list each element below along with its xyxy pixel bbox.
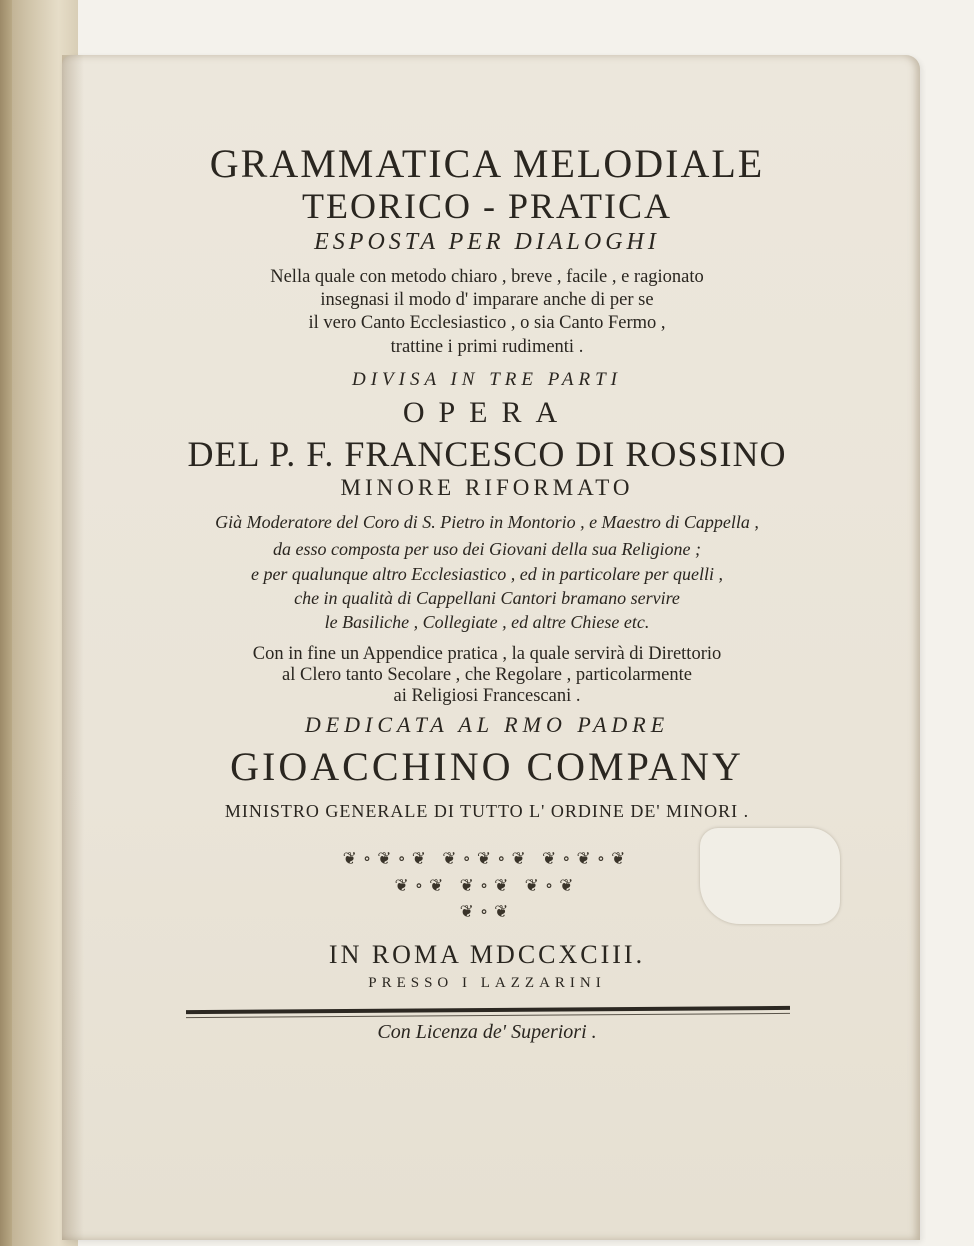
author-details-line-1: Già Moderatore del Coro di S. Pietro in Montorio , e Maestro di Cappella ,: [215, 512, 759, 532]
subtitle: ESPOSTA PER DIALOGHI: [314, 229, 660, 255]
opera-heading: OPERA: [402, 396, 572, 429]
author-name: DEL P. F. FRANCESCO DI ROSSINO: [187, 434, 787, 474]
fleuron-ornament-row-3: ❦∘❦: [459, 902, 515, 921]
appendix-line-2: al Clero tanto Secolare , che Regolare , particolarmente: [282, 665, 692, 685]
author-details-line-3: e per qualunque altro Ecclesiastico , ed in particolare per quelli ,: [250, 564, 724, 584]
author-details-line-4: che in qualità di Cappellani Cantori bramano servire: [294, 588, 680, 608]
imprint-place-date: IN ROMA MDCCXCIII.: [328, 940, 646, 969]
author-details-line-5: le Basiliche , Collegiate , ed altre Chiese etc.: [324, 612, 650, 632]
printer-name: PRESSO I LAZZARINI: [368, 975, 606, 991]
appendix-line-1: Con in fine un Appendice pratica , la quale servirà di Direttorio: [252, 644, 722, 664]
appendix-line-3: ai Religiosi Francescani .: [393, 686, 581, 706]
description-line-4: trattine i primi rudimenti .: [390, 337, 584, 357]
division-line: DIVISA IN TRE PARTI: [351, 369, 623, 390]
description-line-2: insegnasi il modo d' imparare anche di per se: [320, 290, 654, 310]
dedication-line: DEDICATA AL RMO PADRE: [304, 712, 670, 737]
fleuron-ornament-row-1: ❦∘❦∘❦ ❦∘❦∘❦ ❦∘❦∘❦: [342, 849, 632, 868]
author-details-line-2: da esso composta per uso dei Giovani della sua Religione ;: [273, 539, 701, 559]
description-line-1: Nella quale con metodo chiaro , breve , facile , e ragionato: [270, 267, 704, 287]
fleuron-ornament-row-2: ❦∘❦ ❦∘❦ ❦∘❦: [394, 876, 580, 895]
title-line-2: TEORICO - PRATICA: [301, 186, 672, 226]
dedicatee-name: GIOACCHINO COMPANY: [230, 744, 744, 789]
description-line-3: il vero Canto Ecclesiastico , o sia Canto Fermo ,: [308, 313, 666, 333]
dedicatee-title: MINISTRO GENERALE DI TUTTO L' ORDINE DE' MINORI .: [224, 801, 750, 821]
author-order: MINORE RIFORMATO: [340, 475, 634, 500]
license-line: Con Licenza de' Superiori .: [377, 1021, 597, 1043]
title-line-1: GRAMMATICA MELODIALE: [209, 141, 765, 186]
